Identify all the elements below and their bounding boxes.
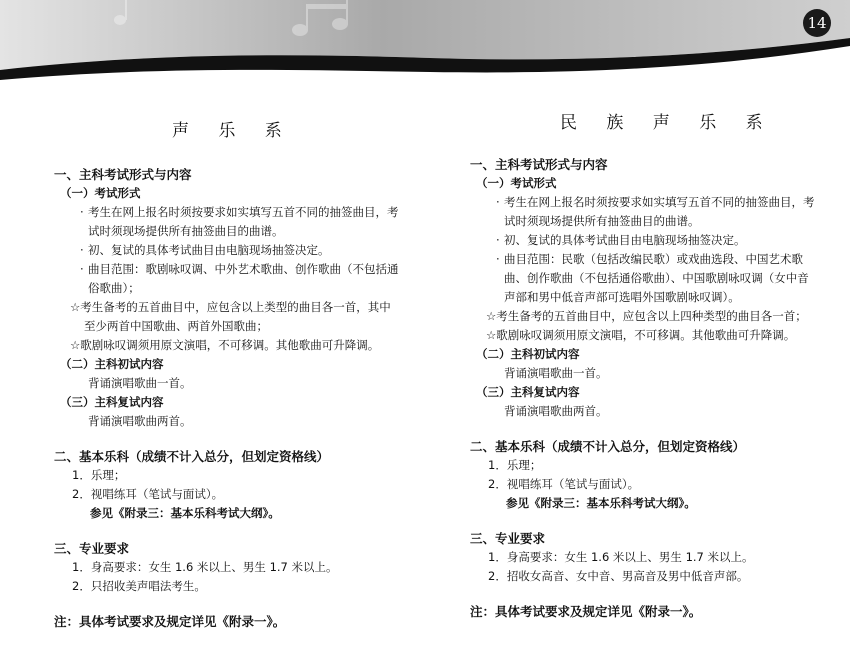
folk-vocal-dept-column [470, 114, 820, 621]
numbered-item: 2．只招收美声唱法考生。 [72, 579, 206, 593]
reference-text: 参见《附录三：基本乐科考试大纲》。 [90, 506, 280, 520]
decorative-header-banner [0, 0, 850, 110]
section-heading: 二、基本乐科（成绩不计入总分，但划定资格线） [470, 439, 746, 454]
star-note: ☆歌剧咏叹调须用原文演唱，不可移调。其他歌曲可升降调。 [486, 328, 796, 342]
dept-title: 声 乐 系 [172, 121, 294, 141]
bullet-item: · 曲目范围：歌剧咏叹调、中外艺术歌曲、创作歌曲（不包括通俗歌曲）； [80, 262, 399, 295]
bullet-icon: · [80, 243, 84, 257]
section-heading: 三、专业要求 [470, 531, 546, 546]
section-heading: 二、基本乐科（成绩不计入总分，但划定资格线） [54, 449, 330, 464]
bullet-icon: · [80, 262, 84, 276]
star-note: ☆歌剧咏叹调须用原文演唱，不可移调。其他歌曲可升降调。 [70, 338, 380, 352]
numbered-item: 1．身高要求：女生 1.6 米以上、男生 1.7 米以上。 [72, 560, 338, 574]
numbered-item: 2．招收女高音、女中音、男高音及男中低音声部。 [488, 569, 749, 583]
bullet-icon: · [496, 233, 500, 247]
bullet-icon: · [80, 205, 84, 219]
section-heading: 一、主科考试形式与内容 [54, 167, 192, 182]
star-note: ☆考生备考的五首曲目中，应包含以上四种类型的曲目各一首； [486, 309, 807, 323]
dept-title: 民 族 声 乐 系 [560, 113, 775, 133]
numbered-item: 2．视唱练耳（笔试与面试）。 [72, 487, 224, 501]
reference-text: 参见《附录三：基本乐科考试大纲》。 [506, 496, 696, 510]
subsection-heading: （三）主科复试内容 [60, 395, 164, 409]
vocal-music-dept-column [54, 122, 399, 631]
subsection-text: 背诵演唱歌曲一首。 [88, 376, 192, 390]
subsection-text: 背诵演唱歌曲一首。 [504, 366, 608, 380]
footnote: 注：具体考试要求及规定详见《附录一》。 [470, 604, 702, 619]
star-note: ☆考生备考的五首曲目中，应包含以上类型的曲目各一首，其中至少两首中国歌曲、两首外国歌曲； [70, 300, 391, 333]
numbered-item: 1．乐理； [72, 468, 126, 482]
numbered-item: 1．身高要求：女生 1.6 米以上、男生 1.7 米以上。 [488, 550, 754, 564]
subsection-heading: （三）主科复试内容 [476, 385, 580, 399]
numbered-item: 2．视唱练耳（笔试与面试）。 [488, 477, 640, 491]
section-heading: 一、主科考试形式与内容 [470, 157, 608, 172]
footnote: 注：具体考试要求及规定详见《附录一》。 [54, 614, 286, 629]
subsection-heading: （一）考试形式 [60, 186, 141, 200]
subsection-heading: （二）主科初试内容 [476, 347, 580, 361]
bullet-item: · 曲目范围：民歌（包括改编民歌）或戏曲选段、中国艺术歌曲、创作歌曲（不包括通俗歌曲）、中国歌剧咏叹调（女中音声部和男中低音声部可选唱外国歌剧咏叹调）。 [496, 252, 809, 304]
bullet-item: · 考生在网上报名时须按要求如实填写五首不同的抽签曲目，考试时须现场提供所有抽签曲目的曲谱。 [80, 205, 399, 238]
subsection-heading: （一）考试形式 [476, 176, 557, 190]
subsection-text: 背诵演唱歌曲两首。 [88, 414, 192, 428]
bullet-item: · 考生在网上报名时须按要求如实填写五首不同的抽签曲目，考试时须现场提供所有抽签曲目的曲谱。 [496, 195, 815, 228]
subsection-text: 背诵演唱歌曲两首。 [504, 404, 608, 418]
bullet-icon: · [496, 195, 500, 209]
page-number-badge: 14 [803, 9, 831, 37]
bullet-item: · 初、复试的具体考试曲目由电脑现场抽签决定。 [54, 241, 399, 260]
section-heading: 三、专业要求 [54, 541, 130, 556]
bullet-icon: · [496, 252, 500, 266]
subsection-heading: （二）主科初试内容 [60, 357, 164, 371]
bullet-item: · 初、复试的具体考试曲目由电脑现场抽签决定。 [470, 231, 820, 250]
numbered-item: 1．乐理； [488, 458, 542, 472]
